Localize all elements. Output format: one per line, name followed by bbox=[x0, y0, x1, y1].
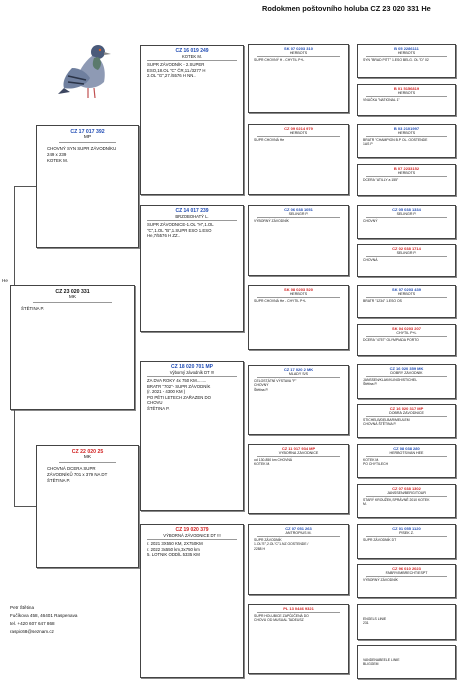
description: CHOVNÁ bbox=[363, 258, 378, 262]
pedigree-gen4-10[interactable] bbox=[357, 404, 456, 438]
ring-number: B 07 2233152 bbox=[393, 166, 420, 171]
description: CHOVNÝ SYN SUPR ZÁVODNÍKU 249 x 239 KOTEK M. bbox=[47, 146, 117, 163]
description: BRATR "1234" 1.ESO OS bbox=[363, 299, 402, 303]
ring-number: B 03 2101997 bbox=[393, 126, 420, 131]
pedigree-gen4-6[interactable] bbox=[357, 244, 456, 277]
ring-number: B 01 5156819 bbox=[393, 86, 420, 91]
owner-name: Petr Štětina bbox=[10, 605, 35, 610]
ring-number: CZ 17 017 392 bbox=[70, 129, 105, 135]
breeder-name: SELINGR P. bbox=[366, 212, 447, 218]
ring-number: CZ 09 0214 979 bbox=[284, 126, 313, 131]
ring-number: CZ 18 020 701 MP bbox=[171, 364, 213, 370]
breeder-name: MLADÝ S/S bbox=[257, 372, 340, 378]
breeder-name: HERBOTS bbox=[366, 131, 447, 137]
breeder-name: FABRY/IMBRECHT/ESPT bbox=[366, 571, 447, 577]
pedigree-mother[interactable] bbox=[36, 445, 139, 568]
ring-number: CZ 22 020 25 bbox=[71, 449, 104, 455]
connector-line bbox=[14, 410, 15, 506]
pedigree-gen3-8[interactable] bbox=[248, 604, 349, 674]
owner-email[interactable]: raspic68@seznam.cz bbox=[10, 629, 54, 635]
breeder-name: ANTROPIUS M. bbox=[257, 531, 340, 537]
description: VÝBORNÝ ZÁVODNÍK bbox=[363, 578, 398, 582]
breeder-name: PÍSEK Z. bbox=[366, 531, 447, 537]
pedigree-gen4-14[interactable] bbox=[357, 564, 456, 598]
pedigree-gen3-1[interactable] bbox=[248, 44, 349, 113]
description: SYN "BRAD PITT" 1.ESO BELG. OL "D" 02 bbox=[363, 58, 429, 62]
ring-number: CZ 16 020 317 MP bbox=[389, 406, 424, 411]
description: SUPR CHOVNÝ H - CHYTIL P+L bbox=[254, 58, 305, 62]
connector-line bbox=[14, 506, 36, 507]
pedigree-gen3-2[interactable] bbox=[248, 124, 349, 195]
ring-number: B 05 2286111 bbox=[394, 46, 419, 51]
sex-marker: He bbox=[2, 278, 8, 283]
description: DCERA "4757" OLYMPIADA PORTO bbox=[363, 338, 419, 342]
breeder-name: MK bbox=[59, 455, 116, 463]
pedigree-gen4-11[interactable] bbox=[357, 444, 456, 478]
description: KOTEK M. PO CHYTILECH bbox=[363, 458, 389, 467]
description: ENGELS LINIE 231 bbox=[363, 617, 387, 626]
ring-number: SK 07 0203 310 bbox=[284, 46, 313, 51]
breeder-name: HERBOTS bbox=[257, 131, 340, 137]
ring-number: CZ 17 020 2 MK bbox=[283, 367, 314, 372]
breeder-name: HERBOTS bbox=[366, 91, 447, 97]
description: CELOSTÁTNÍ VÝSTAVA "F" CHOVNÝ Štětina P. bbox=[254, 379, 297, 392]
breeder-name: MK bbox=[33, 295, 112, 303]
ring-number: SK 07 0203 439 bbox=[392, 287, 421, 292]
breeder-name: Výborný závodník DT !!! bbox=[147, 370, 237, 377]
ring-number: CZ 11 017 934 MP bbox=[281, 446, 316, 451]
breeder-name: MP bbox=[59, 135, 116, 143]
ring-number: CZ 23 020 331 bbox=[55, 289, 90, 295]
description: VANDENABEELE LINIE BLIGGEM bbox=[363, 658, 400, 667]
breeder-name: HERBOTS bbox=[366, 51, 447, 57]
breeder-name: BRZOBOHATÝ L. bbox=[147, 214, 237, 221]
description: SUPR ZÁVODNÍK - 2.SUPER ESO,18.OL "C" ČR,11./3277 H 2.OL "G",27./5576 H NN.. bbox=[147, 62, 206, 79]
pedigree-gen3-7[interactable] bbox=[248, 524, 349, 595]
description: ŠTĚTINA P. bbox=[21, 306, 45, 311]
breeder-name: KOTEK M. bbox=[147, 54, 237, 61]
pedigree-gen4-9[interactable] bbox=[357, 364, 456, 399]
description: SUPR ZÁVODNÍK 1.OL"E",2.OL"C"1.NZ OOSTENDE / 2288 H bbox=[254, 538, 309, 551]
breeder-name: HERBOTS bbox=[366, 292, 447, 298]
ring-number: CZ 96 010 2023 bbox=[392, 566, 421, 571]
description: VNUČKA "NATIONAL 1" bbox=[363, 98, 400, 102]
breeder-contact bbox=[10, 604, 77, 636]
pedigree-father[interactable] bbox=[36, 125, 139, 248]
breeder-name: HERBOTS bbox=[366, 171, 447, 177]
description: SUPR HOLUBICE ZAPŮJČENÁ DO CHOVU OD MUSUAL TADEUSZ bbox=[254, 614, 309, 623]
ring-number: CZ 16 019 249 bbox=[175, 48, 209, 54]
pedigree-gen4-1[interactable] bbox=[357, 44, 456, 78]
ring-number: CZ 14 017 239 bbox=[175, 208, 209, 214]
ring-number: CZ 16 020 359 MK bbox=[389, 366, 424, 371]
pedigree-gen2-4[interactable] bbox=[140, 524, 244, 678]
breeder-name: VÝBORNÁ ZÁVODNICE DT !!! bbox=[147, 533, 237, 540]
pedigree-gen4-2[interactable] bbox=[357, 84, 456, 116]
pedigree-gen4-3[interactable] bbox=[357, 124, 456, 158]
breeder-name: SELINGR P. bbox=[366, 251, 447, 257]
ring-number: CZ 19 020 379 bbox=[175, 527, 209, 533]
description: CHOVNÁ DCERA SUPR ZÁVODNÍKŮ 701 x 379 NA DT ŠTĚTINA P. bbox=[47, 466, 108, 483]
pedigree-gen3-4[interactable] bbox=[248, 285, 349, 350]
pedigree-subject[interactable] bbox=[10, 285, 135, 410]
breeder-name: DOBRÝ ZÁVODNÍK bbox=[366, 371, 447, 377]
pedigree-gen2-2[interactable] bbox=[140, 205, 244, 332]
description: BRATR "CHAMPION B.P OL. OOSTENDE 1AS P bbox=[363, 138, 428, 147]
description: SUPR CHOVNÁ He - CHYTIL P+L bbox=[254, 299, 307, 303]
pedigree-gen3-6[interactable] bbox=[248, 444, 349, 514]
owner-address: Fučíkova 458, 46401 Raspenava bbox=[10, 613, 78, 619]
description: SUPR CHOVNÁ He bbox=[254, 138, 285, 142]
ring-number: SK 04 0203 207 bbox=[392, 326, 421, 331]
description: JANSSEN/KLAK/KLINGH/STICHEL Štětina P. bbox=[363, 378, 418, 387]
ring-number: PL 13 0446 9321 bbox=[283, 606, 314, 611]
pedigree-gen4-8[interactable] bbox=[357, 324, 456, 356]
ring-number: CZ 08 038 280 bbox=[393, 446, 420, 451]
description: DCERA "ATILLY a 155" bbox=[363, 178, 399, 182]
description: od 130-850 km CHOVNÁ KOTEK M. bbox=[254, 458, 293, 467]
ring-number: CZ 07 038 1302 bbox=[392, 486, 421, 491]
breeder-name: HERBOTS bbox=[257, 51, 340, 57]
description: STICHELB/DELBAR/MEULEM CHOVNÁ ŠTĚTINA P. bbox=[363, 418, 410, 427]
breeder-name: VÝBORNÁ ZÁVODNICE bbox=[257, 451, 340, 457]
ring-number: CZ 01 055 1120 bbox=[392, 526, 421, 531]
page-title: Rodokmen poštovního holuba CZ 23 020 331 He bbox=[262, 4, 431, 13]
pedigree-gen4-12[interactable] bbox=[357, 484, 456, 518]
breeder-name: CHYTIL P+L bbox=[366, 331, 447, 337]
ring-number: CZ 06 038 1051 bbox=[284, 207, 313, 212]
connector-line bbox=[14, 186, 36, 187]
pedigree-gen4-4[interactable] bbox=[357, 164, 456, 196]
pigeon-photo bbox=[58, 38, 118, 108]
pedigree-gen3-5[interactable] bbox=[248, 365, 349, 435]
ring-number: CZ 05 038 1334 bbox=[392, 207, 421, 212]
pedigree-gen4-15[interactable] bbox=[357, 604, 456, 640]
breeder-name: DOBRÁ ZÁVODNICE bbox=[366, 411, 447, 417]
description: SUPR ZÁVODNICE-1.OL "H",1.OL "C",1.OL "B",1.SUPR ESO 1.ESO He,7/5576 H ZZ.. bbox=[147, 222, 214, 239]
description: STARÝ KROUŽEK,SPRÁVNĚ 2010 KOTEK M. bbox=[363, 498, 430, 507]
pedigree-gen4-16[interactable] bbox=[357, 645, 456, 679]
pedigree-gen4-7[interactable] bbox=[357, 285, 456, 318]
breeder-name: SELINGR P. bbox=[257, 212, 340, 218]
description: r. 2021 3X550 KM, 2X750KM r. 2022 3x550 km,3x750 km 5. LOTNIK ODDÍL 5335 KM bbox=[147, 541, 203, 558]
owner-phone: tel. +420 607 647 868 bbox=[10, 621, 55, 627]
breeder-name: HERBOTS bbox=[257, 292, 340, 298]
pedigree-gen4-13[interactable] bbox=[357, 524, 456, 559]
pedigree-gen3-3[interactable] bbox=[248, 205, 349, 276]
description: VÝBORNÝ ZÁVODNÍK bbox=[254, 219, 289, 223]
pedigree-gen2-1[interactable] bbox=[140, 45, 244, 195]
pedigree-gen2-3[interactable] bbox=[140, 361, 244, 511]
pedigree-gen4-5[interactable] bbox=[357, 205, 456, 239]
description: CHOVNÝ bbox=[363, 219, 378, 223]
breeder-name: JANSSEN/BERG/TOUR bbox=[366, 491, 447, 497]
connector-line bbox=[14, 186, 15, 285]
ring-number: CZ 02 038 1714 bbox=[392, 246, 421, 251]
description: SUPR ZÁVODNÍK DT bbox=[363, 538, 397, 542]
breeder-name: HERBOTS/VAN HEE bbox=[366, 451, 447, 457]
ring-number: SK 08 0203 520 bbox=[284, 287, 313, 292]
ring-number: CZ 07 051 263 bbox=[285, 526, 312, 531]
description: ZA DVA ROKY 4x 750 KM........ BRATR "702"- SUPR ZÁVODNÍK (r. 2021 - 4300 KM ) PO PĚTI LETECH ZAŘAZEN DO CHOVU ŠTĚTINA P. bbox=[147, 378, 211, 411]
